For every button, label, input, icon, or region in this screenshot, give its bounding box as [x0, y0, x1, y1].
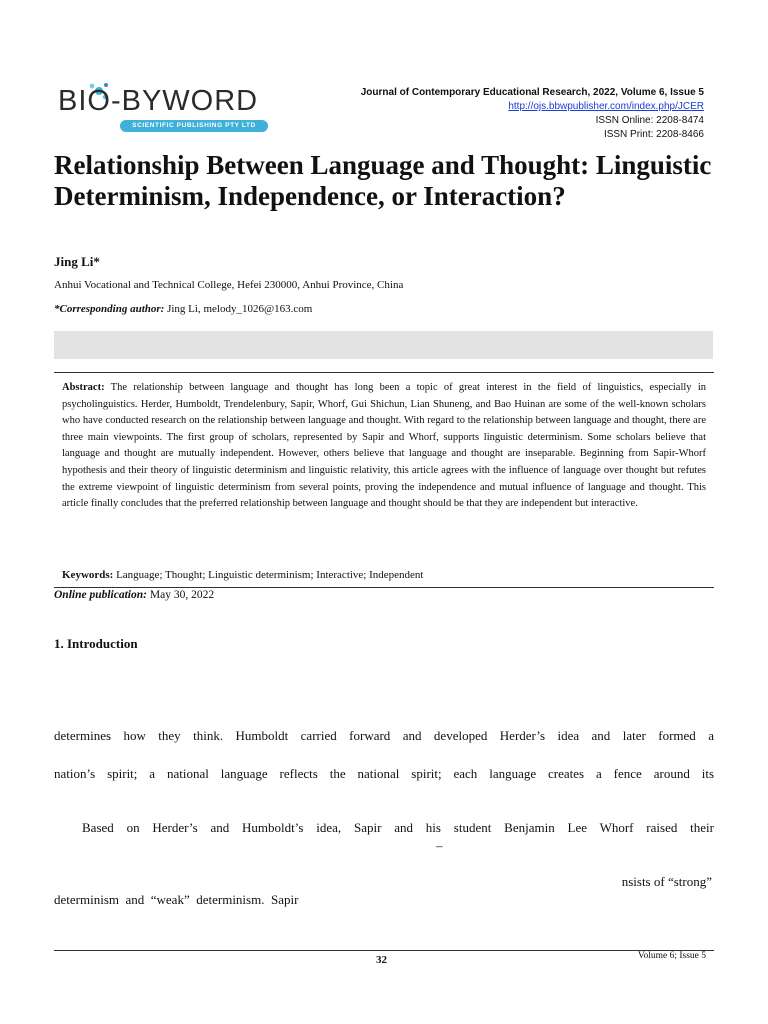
keywords-text: Language; Thought; Linguistic determinism; Interactive; Independent: [116, 569, 424, 581]
gray-banner: [54, 331, 713, 359]
section-heading: 1. Introduction: [54, 636, 138, 651]
footer-volume: Volume 6; Issue 5: [637, 951, 706, 961]
corresponding-label: *Corresponding author:: [54, 303, 165, 315]
corresponding-author: [54, 303, 312, 315]
abstract-text: The relationship between language and thought has long been a topic of great interest in the field of linguistics, especially in psycholinguistics. Herder, Humboldt, Trendelenbury, Sapir, Whorf, Gui Shichun, Lian Shuneng, and Bao Huinan are some of the well-known scholars who have conducted research on the relationship between language and thought. With regard to the relationship between language and thought, there are three main viewpoints. The first group of scholars, represented by Sapir and Whorf, supports linguistic determinism. Some scholars believe that language and thought are mutually independent. However, others believe that language and thought are inseparable. Beginning from Sapir-Whorf hypothesis and their theory of linguistic determinism and linguistic relativity, this article agrees with the influence of language over thought but refutes the extreme viewpoint of linguistic determinism from several points, proving the independence and mutual influence of language and thought. This article finally concludes that the preferred relationship between language and thought should be that they are independent but interactive.: [62, 382, 706, 510]
logo-wordmark: BIO-BYWORD: [58, 85, 259, 117]
abstract-bottom-rule: [54, 587, 714, 588]
article-title: Relationship Between Language and Thought: Linguistic Determinism, Independence, or Interaction?: [54, 150, 712, 211]
logo-tagline: SCIENTIFIC PUBLISHING PTY LTD: [120, 120, 268, 132]
issn-print: ISSN Print: 2208-8466: [603, 129, 704, 140]
journal-title: Journal of Contemporary Educational Research, 2022, Volume 6, Issue 5: [360, 87, 704, 98]
author-name: Jing Li*: [54, 254, 100, 269]
keywords-label: Keywords:: [62, 569, 114, 581]
body-dash: –: [436, 838, 443, 853]
journal-header: [361, 86, 704, 142]
online-publication: [54, 589, 214, 601]
body-line-1: determines how they think. Humboldt carried forward and developed Herder’s idea and later formed a: [54, 728, 714, 743]
online-publication-label: Online publication:: [54, 589, 147, 601]
abstract-label: Abstract:: [62, 382, 105, 393]
author-affiliation: Anhui Vocational and Technical College, Hefei 230000, Anhui Province, China: [54, 279, 404, 291]
body-line-2: nation’s spirit; a national language reflects the national spirit; each language creates a fence around its: [54, 766, 714, 781]
body-fragment-5: determinism and “weak” determinism. Sapir: [54, 892, 299, 907]
publisher-logo: [58, 86, 273, 136]
body-fragment-4: nsists of “strong”: [621, 874, 712, 889]
online-publication-date: May 30, 2022: [149, 589, 215, 601]
abstract-block: [62, 380, 706, 513]
body-line-3: Based on Herder’s and Humboldt’s idea, Sapir and his student Benjamin Lee Whorf raised their: [82, 820, 714, 835]
keywords-line: [62, 569, 423, 581]
journal-url-link[interactable]: http://ojs.bbwpublisher.com/index.php/JCER: [508, 101, 704, 112]
page-number: 32: [376, 954, 387, 966]
abstract-top-rule: [54, 372, 714, 373]
corresponding-value: Jing Li, melody_1026@163.com: [167, 303, 313, 315]
issn-online: ISSN Online: 2208-8474: [595, 115, 704, 126]
footer-rule: [54, 950, 714, 951]
